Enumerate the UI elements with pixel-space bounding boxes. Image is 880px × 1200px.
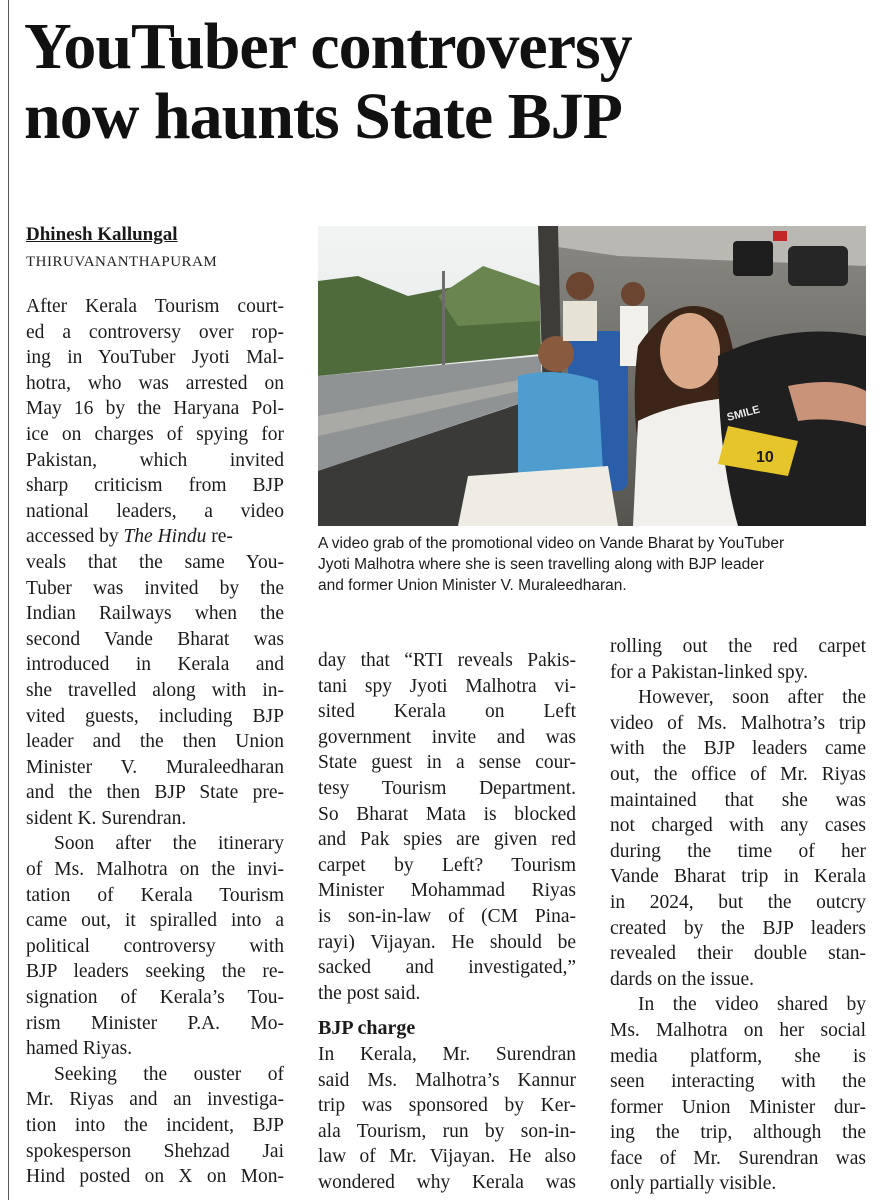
subhead: BJP charge xyxy=(318,1017,416,1040)
man-head xyxy=(538,336,574,372)
publication-name: The Hindu xyxy=(123,526,207,548)
text-line: she travelled along with in- xyxy=(26,679,284,701)
headline-line-2: now haunts State BJP xyxy=(24,80,622,153)
text-line: ed a controversy over rop- xyxy=(26,321,284,343)
headline xyxy=(24,12,864,152)
text-line: and Pak spies are given red xyxy=(318,829,576,851)
text-line: hotra, who was arrested on xyxy=(26,372,284,394)
camera-icon xyxy=(733,241,773,276)
photo-caption xyxy=(318,533,866,596)
text-line: video of Ms. Malhotra’s trip xyxy=(610,712,866,734)
text-line: Minister Mohammad Riyas xyxy=(318,880,576,902)
text-line: the post said. xyxy=(318,982,421,1004)
text-line: political controversy with xyxy=(26,935,284,957)
text-line: tani spy Jyoti Malhotra vi- xyxy=(318,675,576,697)
column-rule xyxy=(8,0,9,1200)
text-line: sacked and investigated,” xyxy=(318,957,576,979)
lamp-pole xyxy=(442,271,445,366)
text-line: law of Mr. Vijayan. He also xyxy=(318,1146,576,1168)
microphone-icon xyxy=(773,231,787,241)
text-line: BJP leaders seeking the re- xyxy=(26,961,284,983)
man-dhoti xyxy=(458,466,618,526)
text-line: rayi) Vijayan. He should be xyxy=(318,931,576,953)
text-line: media platform, she is xyxy=(610,1045,866,1067)
text-line: hamed Riyas. xyxy=(26,1038,133,1060)
text-line: government invite and was xyxy=(318,726,576,748)
text-line: seen interacting with the xyxy=(610,1071,866,1093)
text-line: with the BJP leaders came xyxy=(610,738,866,760)
text-line: May 16 by the Haryana Pol- xyxy=(26,398,284,420)
text-line: In Kerala, Mr. Surendran xyxy=(318,1043,576,1065)
text-line: maintained that she was xyxy=(610,789,866,811)
text-line: national leaders, a video xyxy=(26,500,284,522)
text-line: created by the BJP leaders xyxy=(610,917,866,939)
text-line: is son-in-law of (CM Pina- xyxy=(318,905,576,927)
text-line: of Ms. Malhotra on the invi- xyxy=(26,859,284,881)
text-line: trip was sponsored by Ker- xyxy=(318,1095,576,1117)
text-line: Hind posted on X on Mon- xyxy=(26,1166,284,1188)
text-line: carpet by Left? Tourism xyxy=(318,854,576,876)
text-line: Minister V. Muraleedharan xyxy=(26,756,284,778)
caption-line: A video grab of the promotional video on Vande Bharat by YouTuber xyxy=(318,535,785,552)
text-line: rolling out the red carpet xyxy=(610,636,866,657)
article-column-3 xyxy=(610,634,866,1197)
text-line: signation of Kerala’s Tou- xyxy=(26,987,284,1009)
text-line: second Vande Bharat was xyxy=(26,628,284,650)
text-line: tion into the incident, BJP xyxy=(26,1115,284,1136)
text-line: ing in YouTuber Jyoti Mal- xyxy=(26,347,284,369)
text-line: spokesperson Shehzad Jai xyxy=(26,1140,284,1162)
text-line: So Bharat Mata is blocked xyxy=(318,803,576,825)
text-line: face of Mr. Surendran was xyxy=(610,1147,866,1169)
text-line: State guest in a sense cour- xyxy=(318,752,576,774)
shirt-text: SMILE xyxy=(725,403,762,424)
text-line: Pakistan, which invited xyxy=(26,449,284,471)
text-line: during the time of her xyxy=(610,840,866,862)
text-line: tesy Tourism Department. xyxy=(318,777,576,799)
text-line: revealed their double stan- xyxy=(610,943,866,965)
caption-line: Jyoti Malhotra where she is seen travelling along with BJP leader xyxy=(318,556,765,573)
text-line: dards on the issue. xyxy=(610,968,755,990)
article-column-2 xyxy=(318,648,576,1195)
text-line: rism Minister P.A. Mo- xyxy=(26,1012,284,1034)
text-line: Seeking the ouster of xyxy=(54,1063,284,1085)
news-photo xyxy=(318,226,866,526)
train-interior-illustration xyxy=(318,226,866,526)
text-line: Indian Railways when the xyxy=(26,603,284,625)
text-line: After Kerala Tourism court- xyxy=(26,296,284,317)
text-line xyxy=(26,524,284,550)
text-line: not charged with any cases xyxy=(610,815,866,837)
text-line: ala Tourism, run by son-in- xyxy=(318,1120,576,1142)
text-line: introduced in Kerala and xyxy=(26,654,284,676)
text-line: Soon after the itinerary xyxy=(54,833,284,855)
text-line: out, the office of Mr. Riyas xyxy=(610,763,866,785)
text-line: sharp criticism from BJP xyxy=(26,475,284,497)
text-line: Ms. Malhotra on her social xyxy=(610,1019,866,1041)
text-line: Mr. Riyas and an investiga- xyxy=(26,1089,284,1111)
text-line: former Union Minister dur- xyxy=(610,1096,866,1118)
man-back-head-2 xyxy=(621,282,645,306)
yellow-sign-text: 10 xyxy=(756,449,774,466)
text-line: veals that the same You- xyxy=(26,551,284,573)
text-line: day that “RTI reveals Pakis- xyxy=(318,650,576,671)
text-line: sident K. Surendran. xyxy=(26,807,187,829)
text-line: Tuber was invited by the xyxy=(26,577,284,599)
text-line: and the then BJP State pre- xyxy=(26,782,284,804)
headline-line-1: YouTuber controversy xyxy=(24,10,632,83)
text-line: leader and the then Union xyxy=(26,731,284,753)
man-back-head xyxy=(566,272,594,300)
text-line: ing the trip, although the xyxy=(610,1122,866,1144)
text-line: ice on charges of spying for xyxy=(26,423,284,445)
woman-face xyxy=(660,313,720,389)
caption-line: and former Union Minister V. Muraleedharan. xyxy=(318,577,627,594)
text-line: for a Pakistan-linked spy. xyxy=(610,661,809,683)
text-line: vited guests, including BJP xyxy=(26,705,284,727)
byline: Dhinesh Kallungal xyxy=(26,224,178,245)
text-line: in 2024, but the outcry xyxy=(610,891,866,913)
text-line: came out, it spiralled into a xyxy=(26,910,284,932)
camera-icon-2 xyxy=(788,246,848,286)
dateline: THIRUVANANTHAPURAM xyxy=(26,254,218,270)
text-line: said Ms. Malhotra’s Kannur xyxy=(318,1069,576,1091)
arm xyxy=(788,382,866,426)
text-line: wondered why Kerala was xyxy=(318,1171,576,1193)
article-column-1 xyxy=(26,294,284,1190)
text-fragment: re- xyxy=(206,526,233,548)
man-back-shirt xyxy=(563,301,597,341)
man-shirt xyxy=(518,372,603,476)
text-line: sited Kerala on Left xyxy=(318,701,576,723)
text-line: However, soon after the xyxy=(638,687,866,709)
text-line: only partially visible. xyxy=(610,1173,777,1195)
text-fragment: accessed by xyxy=(26,526,124,548)
text-line: tation of Kerala Tourism xyxy=(26,884,284,906)
text-line: In the video shared by xyxy=(638,994,866,1016)
text-line: Vande Bharat trip in Kerala xyxy=(610,866,866,888)
